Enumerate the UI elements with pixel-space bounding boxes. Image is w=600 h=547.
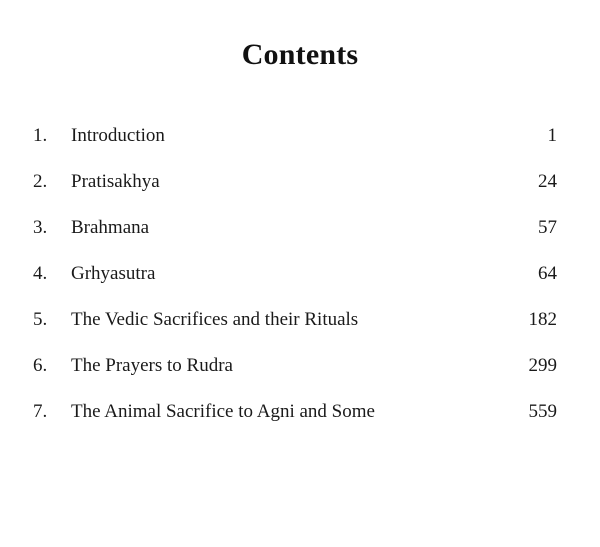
entry-page: 64 (538, 263, 557, 284)
entry-page: 57 (538, 217, 557, 238)
entry-title: The Prayers to Rudra (71, 355, 233, 376)
entry-number: 2. (33, 171, 48, 192)
toc-entry-3 (0, 208, 600, 254)
entry-title: Grhyasutra (71, 263, 156, 284)
entry-title: Brahmana (71, 217, 150, 238)
page-title: Contents (241, 38, 359, 71)
entry-number: 3. (33, 217, 48, 238)
entry-title: Introduction (71, 125, 165, 146)
entry-page: 24 (538, 171, 557, 192)
toc-entry-1 (0, 116, 600, 162)
entry-title: The Vedic Sacrifices and their Rituals (71, 309, 359, 330)
entry-page: 559 (528, 401, 557, 422)
entry-page: 182 (528, 309, 557, 330)
entry-number: 4. (33, 263, 48, 284)
entry-page: 1 (547, 125, 557, 146)
entry-page: 299 (528, 355, 557, 376)
entry-number: 6. (33, 355, 48, 376)
toc-entry-5 (0, 300, 600, 346)
entry-title: The Animal Sacrifice to Agni and Some (71, 401, 375, 422)
entry-number: 7. (33, 401, 48, 422)
toc-entry-2 (0, 162, 600, 208)
toc-entry-4 (0, 254, 600, 300)
entry-title: Pratisakhya (71, 171, 160, 192)
entry-number: 5. (33, 309, 48, 330)
table-of-contents (0, 116, 600, 438)
toc-entry-6 (0, 346, 600, 392)
entry-number: 1. (33, 125, 48, 146)
toc-entry-7 (0, 392, 600, 438)
